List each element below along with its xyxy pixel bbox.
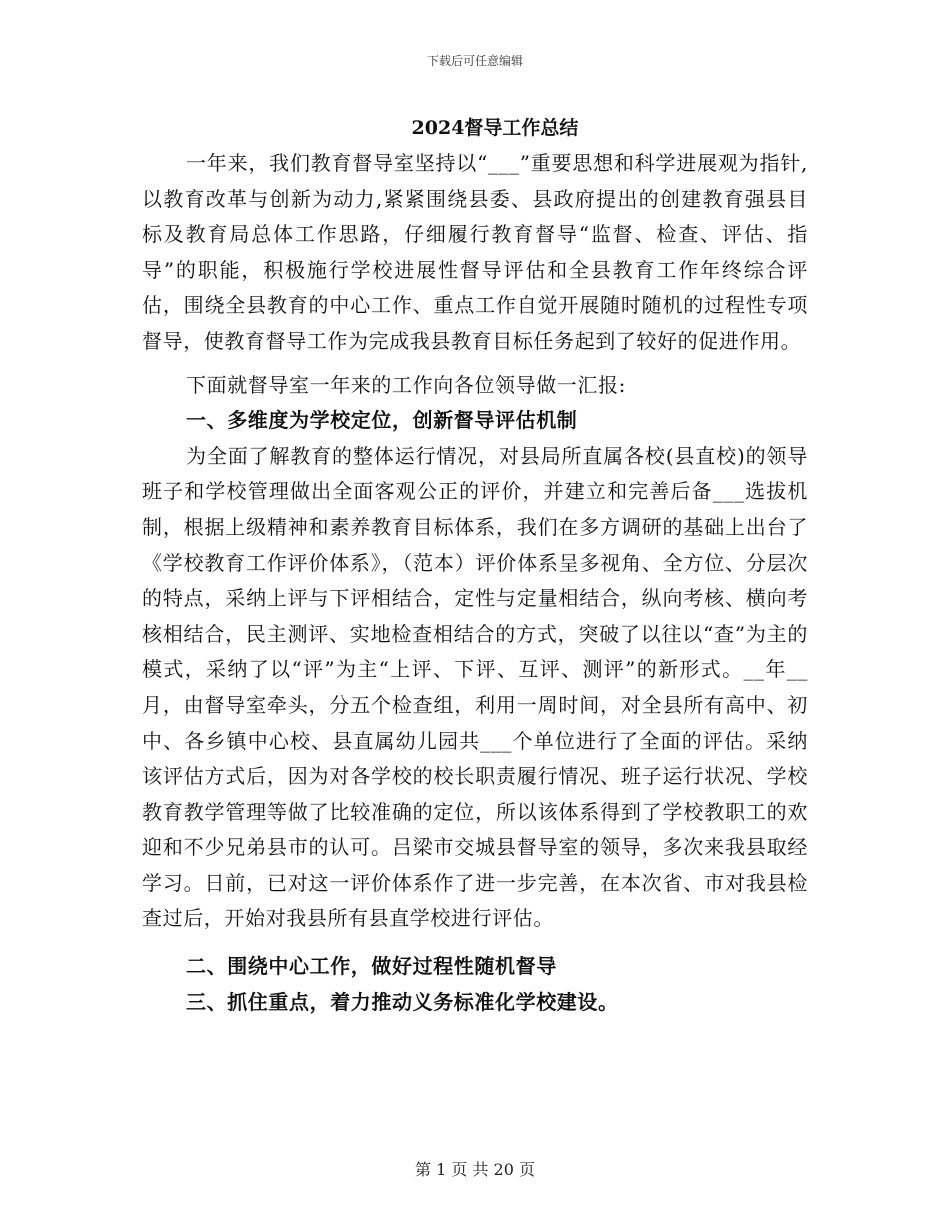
paragraph-section-1: 为全面了解教育的整体运行情况，对县局所直属各校(县直校)的领导班子和学校管理做出全面客观公正的评价，并建立和完善后备___选拔机制，根据上级精神和素养教育目标体系，我们在多方调研的基础上出台了《学校教育工作评价体系》，（范本）评价体系呈多视角、全方位、分层次的特点，采纳上评与下评相结合，定性与定量相结合，纵向考核、横向考核相结合，民主测评、实地检查相结合的方式，突破了以往以“查”为主的模式，采纳了以“评”为主“上评、下评、互评、测评”的新形式。__年__月，由督导室牵头，分五个检查组，利用一周时间，对全县所有高中、初中、各乡镇中心校、县直属幼儿园共___个单位进行了全面的评估。采纳该评估方式后，因为对各学校的校长职责履行情况、班子运行状况、学校教育教学管理等做了比较准确的定位，所以该体系得到了学校教职工的欢迎和不少兄弟县市的认可。吕梁市交城县督导室的领导，多次来我县取经学习。日前，已对这一评价体系作了进一步完善，在本次省、市对我县检查过后，开始对我县所有县直学校进行评估。 [142, 443, 808, 931]
section-heading-1: 一、多维度为学校定位，创新督导评估机制 [186, 408, 578, 433]
page-header [0, 53, 950, 69]
paragraph-intro: 一年来，我们教育督导室坚持以“___”重要思想和科学进展观为指针,以教育改革与创新为动力,紧紧围绕县委、县政府提出的创建教育强县目标及教育局总体工作思路，仔细履行教育督导“监督、检查、评估、指导”的职能，积极施行学校进展性督导评估和全县教育工作年终综合评估，围绕全县教育的中心工作、重点工作自觉开展随时随机的过程性专项督导，使教育督导工作为完成我县教育目标任务起到了较好的促进作用。 [142, 151, 808, 353]
section-heading-3: 三、抓住重点，着力推动义务标准化学校建设。 [186, 989, 619, 1014]
document-body [142, 110, 808, 1020]
page-number: 第 1 页 共 20 页 [415, 1160, 535, 1179]
paragraph-report-lead: 下面就督导室一年来的工作向各位领导做一汇报: [186, 372, 626, 397]
section-heading-2: 二、围绕中心工作，做好过程性随机督导 [186, 954, 557, 979]
header-note: 下载后可任意编辑 [426, 54, 523, 68]
page-footer [0, 1160, 950, 1180]
document-title: 2024督导工作总结 [411, 117, 579, 139]
